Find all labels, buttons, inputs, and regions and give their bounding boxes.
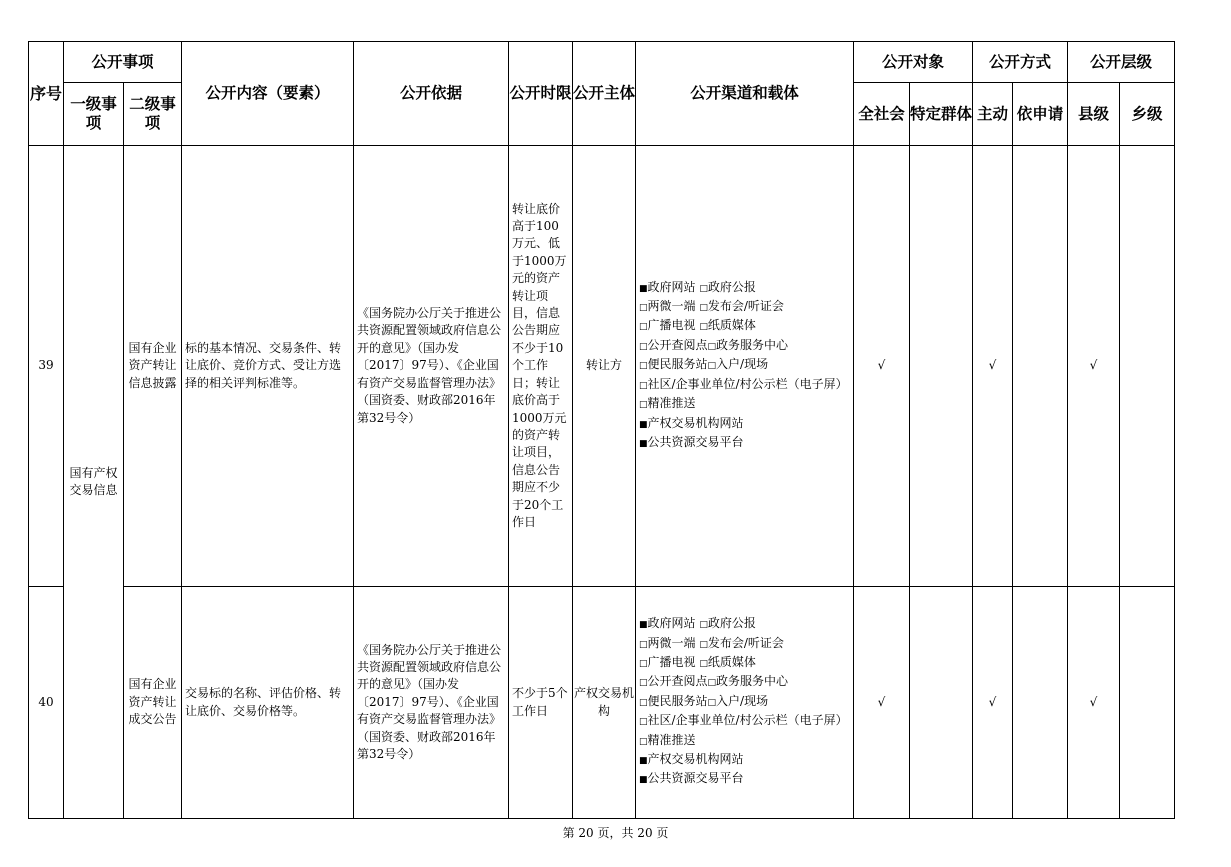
header-time-limit: 公开时限 <box>509 42 573 146</box>
row-method-request <box>1013 146 1068 587</box>
header-level-county: 县级 <box>1068 83 1120 146</box>
row-audience-specific <box>910 587 973 819</box>
row-level-township <box>1120 587 1175 819</box>
header-matters: 公开事项 <box>64 42 182 83</box>
row-level1: 国有产权交易信息 <box>64 146 124 819</box>
row-level-county: √ <box>1068 587 1120 819</box>
row-subject: 转让方 <box>573 146 636 587</box>
row-content: 交易标的名称、评估价格、转让底价、交易价格等。 <box>182 587 354 819</box>
header-method-active: 主动 <box>973 83 1013 146</box>
row-channels: ■政府网站 □政府公报 □两微一端 □发布会/听证会 □广播电视 □纸质媒体 □公开查阅点□政务服务中心 □便民服务站□入户/现场 □社区/企事业单位/村公示栏（电子屏） □精准推送 ■产权交易机构网站 ■公共资源交易平台 <box>636 587 854 819</box>
header-level1: 一级事项 <box>64 83 124 146</box>
header-subject: 公开主体 <box>573 42 636 146</box>
row-basis: 《国务院办公厅关于推进公共资源配置领域政府信息公开的意见》（国办发〔2017〕97号）、《企业国有资产交易监督管理办法》（国资委、财政部2016年第32号令） <box>354 587 509 819</box>
disclosure-table <box>28 41 1175 819</box>
row-audience-all: √ <box>854 587 910 819</box>
header-level2: 二级事项 <box>124 83 182 146</box>
header-audience: 公开对象 <box>854 42 973 83</box>
row-seq: 39 <box>29 146 64 587</box>
row-level-township <box>1120 146 1175 587</box>
row-audience-all: √ <box>854 146 910 587</box>
row-level-county: √ <box>1068 146 1120 587</box>
header-basis: 公开依据 <box>354 42 509 146</box>
row-audience-specific <box>910 146 973 587</box>
header-audience-all: 全社会 <box>854 83 910 146</box>
row-basis: 《国务院办公厅关于推进公共资源配置领域政府信息公开的意见》（国办发〔2017〕97号）、《企业国有资产交易监督管理办法》（国资委、财政部2016年第32号令） <box>354 146 509 587</box>
header-method-request: 依申请 <box>1013 83 1068 146</box>
row-subject: 产权交易机构 <box>573 587 636 819</box>
row-level2: 国有企业资产转让成交公告 <box>124 587 182 819</box>
header-content: 公开内容（要素） <box>182 42 354 146</box>
table-row <box>29 587 1175 819</box>
row-method-active: √ <box>973 146 1013 587</box>
row-time-limit: 转让底价高于100万元、低于1000万元的资产转让项目，信息公告期应不少于10个工作日；转让底价高于1000万元的资产转让项目，信息公告期应不少于20个工作日 <box>509 146 573 587</box>
row-content: 标的基本情况、交易条件、转让底价、竞价方式、受让方选择的相关评判标准等。 <box>182 146 354 587</box>
row-level2: 国有企业资产转让信息披露 <box>124 146 182 587</box>
table-row <box>29 146 1175 587</box>
header-level-township: 乡级 <box>1120 83 1175 146</box>
header-level: 公开层级 <box>1068 42 1175 83</box>
header-audience-specific: 特定群体 <box>910 83 973 146</box>
page-footer: 第 20 页，共 20 页 <box>562 826 669 840</box>
row-time-limit: 不少于5个工作日 <box>509 587 573 819</box>
row-method-request <box>1013 587 1068 819</box>
row-channels: ■政府网站 □政府公报 □两微一端 □发布会/听证会 □广播电视 □纸质媒体 □公开查阅点□政务服务中心 □便民服务站□入户/现场 □社区/企事业单位/村公示栏（电子屏） □精准推送 ■产权交易机构网站 ■公共资源交易平台 <box>636 146 854 587</box>
header-seq: 序号 <box>29 42 64 146</box>
header-channels: 公开渠道和载体 <box>636 42 854 146</box>
row-method-active: √ <box>973 587 1013 819</box>
row-seq: 40 <box>29 587 64 819</box>
header-method: 公开方式 <box>973 42 1068 83</box>
